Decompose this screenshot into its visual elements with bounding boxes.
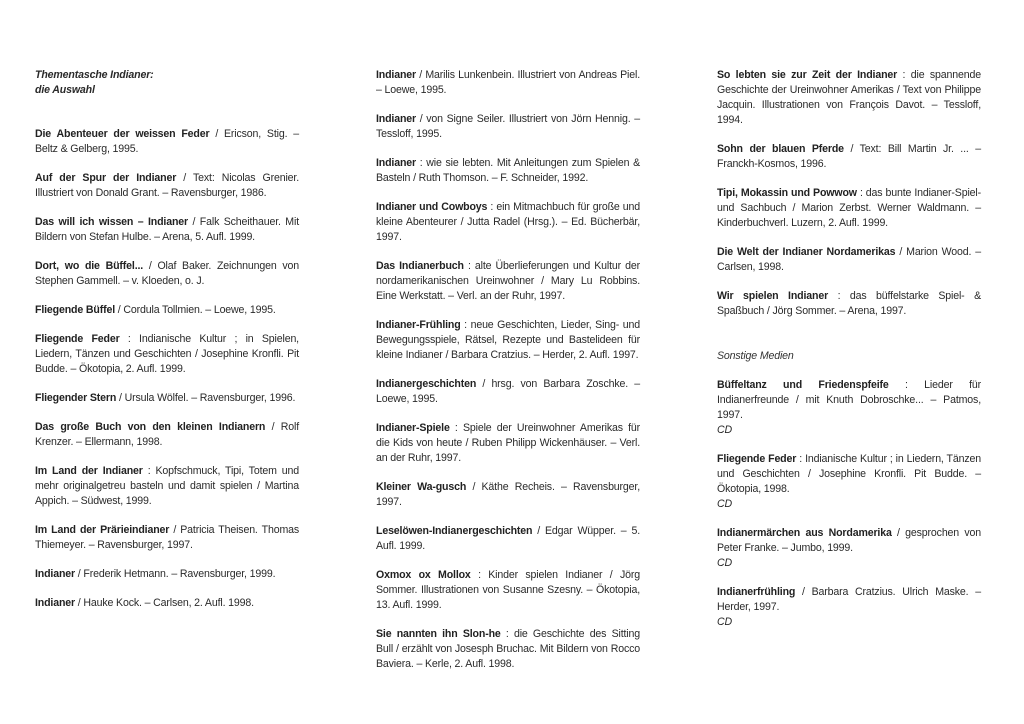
column-left	[35, 68, 299, 625]
entry-details: / Rolf Krenzer. – Ellermann, 1998.	[35, 421, 299, 448]
book-entry	[376, 259, 640, 304]
entry-title: Indianer-Spiele	[376, 422, 450, 434]
entry-title: Wir spielen Indianer	[717, 290, 829, 302]
book-list-left	[35, 127, 299, 611]
book-entry	[376, 156, 640, 186]
entry-title: Indianer	[376, 69, 417, 81]
entry-title: Indianer und Cowboys	[376, 201, 488, 213]
entry-details: / Cordula Tollmien. – Loewe, 1995.	[115, 304, 276, 316]
entry-title: Indianer	[376, 113, 417, 125]
book-entry	[717, 186, 981, 231]
book-entry	[376, 627, 640, 672]
entry-details: : das büffelstarke Spiel- & Spaßbuch / Jörg Sommer. – Arena, 1997.	[717, 290, 981, 317]
book-entry	[35, 596, 299, 611]
entry-title: So lebten sie zur Zeit der Indianer	[717, 69, 898, 81]
entry-details: / gesprochen von Peter Franke. – Jumbo, 1999.	[717, 527, 982, 554]
entry-details: / von Signe Seiler. Illustriert von Jörn Hennig. – Tessloff, 1995.	[376, 113, 640, 140]
media-type-label: CD	[717, 557, 733, 569]
entry-title: Fliegende Büffel	[35, 304, 116, 316]
book-entry	[717, 142, 981, 172]
entry-details: / Hauke Kock. – Carlsen, 2. Aufl. 1998.	[75, 597, 254, 609]
entry-title: Dort, wo die Büffel...	[35, 260, 144, 272]
entry-title: Indianergeschichten	[376, 378, 477, 390]
entry-details: : die Geschichte des Sitting Bull / erzählt von Josesph Bruchac. Mit Bildern von Rocco Baviera. – Kerle, 2. Aufl. 1998.	[376, 628, 640, 670]
entry-details: / Frederik Hetmann. – Ravensburger, 1999.	[75, 568, 276, 580]
book-entry	[376, 377, 640, 407]
book-list-right	[717, 68, 981, 319]
media-list	[717, 378, 981, 630]
book-entry	[35, 303, 299, 318]
entry-details: : neue Geschichten, Lieder, Sing- und Bewegungsspiele, Rätsel, Rezepte und Bastelideen für kleine Indianer / Barbara Cratzius. – Herder, 2. Aufl. 1997.	[376, 319, 640, 361]
book-list-middle	[376, 68, 640, 672]
book-entry	[35, 567, 299, 582]
entry-title: Fliegende Feder	[717, 453, 797, 465]
entry-title: Indianermärchen aus Nordamerika	[717, 527, 892, 539]
media-entry	[717, 526, 981, 571]
book-entry	[35, 420, 299, 450]
entry-details: : alte Überlieferungen und Kultur der nordamerikanischen Ureinwohner / Mary Lu Robbins. Eine Werkstatt. – Verl. an der Ruhr, 1997.	[376, 260, 640, 302]
page-title: Thementasche Indianer: die Auswahl	[35, 69, 154, 96]
book-entry	[376, 568, 640, 613]
entry-title: Indianer	[35, 597, 76, 609]
entry-title: Die Welt der Indianer Nordamerikas	[717, 246, 896, 258]
entry-details: / Ursula Wölfel. – Ravensburger, 1996.	[116, 392, 296, 404]
book-entry	[376, 524, 640, 554]
entry-title: Die Abenteuer der weissen Feder	[35, 128, 210, 140]
entry-details: : wie sie lebten. Mit Anleitungen zum Spielen & Basteln / Ruth Thomson. – F. Schneider, 1992.	[376, 157, 640, 184]
entry-title: Fliegender Stern	[35, 392, 117, 404]
entry-title: Fliegende Feder	[35, 333, 120, 345]
entry-details: : Spiele der Ureinwohner Amerikas für die Kids von heute / Ruben Philipp Wickenhäuser. – Verl. an der Ruhr, 1997.	[376, 422, 640, 464]
book-entry	[376, 200, 640, 245]
media-section-title: Sonstige Medien	[717, 350, 794, 362]
entry-details: : ein Mitmachbuch für große und kleine Abenteurer / Jutta Radel (Hrsg.). – Ed. Bücherbär, 1997.	[376, 201, 640, 243]
media-entry	[717, 585, 981, 630]
entry-details: / hrsg. von Barbara Zoschke. – Loewe, 1995.	[376, 378, 640, 405]
media-entry	[717, 378, 981, 438]
entry-title: Oxmox ox Mollox	[376, 569, 471, 581]
entry-details: / Ericson, Stig. – Beltz & Gelberg, 1995.	[35, 128, 299, 155]
entry-title: Indianerfrühling	[717, 586, 796, 598]
book-entry	[376, 480, 640, 510]
entry-title: Büffeltanz und Friedenspfeife	[717, 379, 889, 391]
book-entry	[717, 68, 981, 128]
entry-details: : Indianische Kultur ; in Spielen, Liedern, Tänzen und Geschichten / Josephine Kronfli. Pit Budde. – Ökotopia, 2. Aufl. 1999.	[35, 333, 299, 375]
book-entry	[376, 68, 640, 98]
book-entry	[717, 289, 981, 319]
media-type-label: CD	[717, 498, 733, 510]
book-entry	[35, 391, 299, 406]
book-entry	[35, 332, 299, 377]
entry-details: : Kopfschmuck, Tipi, Totem und mehr originalgetreu basteln und damit spielen / Martina Appich. – Südwest, 1999.	[35, 465, 299, 507]
entry-title: Das Indianerbuch	[376, 260, 464, 272]
entry-title: Leselöwen-Indianergeschichten	[376, 525, 533, 537]
entry-title: Kleiner Wa-gusch	[376, 481, 467, 493]
entry-details: / Text: Bill Martin Jr. ... – Franckh-Kosmos, 1996.	[717, 143, 981, 170]
book-entry	[35, 127, 299, 157]
column-right	[717, 68, 981, 644]
entry-title: Tipi, Mokassin und Powwow	[717, 187, 857, 199]
book-entry	[35, 523, 299, 553]
entry-details: / Olaf Baker. Zeichnungen von Stephen Gammell. – v. Kloeden, o. J.	[35, 260, 299, 287]
entry-details: / Falk Scheithauer. Mit Bildern von Stefan Hulbe. – Arena, 5. Aufl. 1999.	[35, 216, 299, 243]
entry-title: Sohn der blauen Pferde	[717, 143, 844, 155]
book-entry	[35, 259, 299, 289]
book-entry	[376, 318, 640, 363]
book-entry	[35, 215, 299, 245]
entry-details: : Indianische Kultur ; in Liedern, Tänzen und Geschichten / Josephine Kronfli. Pit Budde. – Ökotopia, 1998.	[717, 453, 981, 495]
entry-details: / Barbara Cratzius. Ulrich Maske. – Herder, 1997.	[717, 586, 981, 613]
entry-title: Sie nannten ihn Slon-he	[376, 628, 501, 640]
book-entry	[376, 112, 640, 142]
entry-details: : die spannende Geschichte der Ureinwohner Amerikas / Text von Philippe Jacquin. Illustrationen von François Davot. – Tessloff, 1994.	[717, 69, 981, 126]
entry-title: Im Land der Indianer	[35, 465, 143, 477]
book-entry	[35, 464, 299, 509]
entry-title: Indianer	[376, 157, 417, 169]
entry-details: / Käthe Recheis. – Ravensburger, 1997.	[376, 481, 640, 508]
entry-title: Im Land der Prärieindianer	[35, 524, 170, 536]
column-middle	[376, 68, 640, 686]
entry-details: / Marilis Lunkenbein. Illustriert von Andreas Piel. – Loewe, 1995.	[376, 69, 640, 96]
entry-title: Das will ich wissen – Indianer	[35, 216, 188, 228]
entry-details: : Kinder spielen Indianer / Jörg Sommer. Illustrationen von Susanne Szesny. – Ökotopia, 13. Aufl. 1999.	[376, 569, 640, 611]
entry-details: : das bunte Indianer-Spiel- und Sachbuch / Marion Zerbst. Werner Waldmann. – Kinderbuchverl. Luzern, 2. Aufl. 1999.	[717, 187, 981, 229]
media-entry	[717, 452, 981, 512]
media-type-label: CD	[717, 424, 733, 436]
entry-title: Auf der Spur der Indianer	[35, 172, 177, 184]
book-entry	[376, 421, 640, 466]
book-entry	[717, 245, 981, 275]
entry-title: Das große Buch von den kleinen Indianern	[35, 421, 266, 433]
entry-details: / Marion Wood. – Carlsen, 1998.	[717, 246, 981, 273]
entry-details: / Text: Nicolas Grenier. Illustriert von Donald Grant. – Ravensburger, 1986.	[35, 172, 299, 199]
entry-title: Indianer	[35, 568, 76, 580]
entry-details: : Lieder für Indianerfreunde / mit Knuth Dobroschke... – Patmos, 1997.	[717, 379, 982, 421]
entry-title: Indianer-Frühling	[376, 319, 461, 331]
book-entry	[35, 171, 299, 201]
entry-details: / Patricia Theisen. Thomas Thiemeyer. – Ravensburger, 1997.	[35, 524, 300, 551]
entry-details: / Edgar Wüpper. – 5. Aufl. 1999.	[376, 525, 640, 552]
media-type-label: CD	[717, 616, 733, 628]
